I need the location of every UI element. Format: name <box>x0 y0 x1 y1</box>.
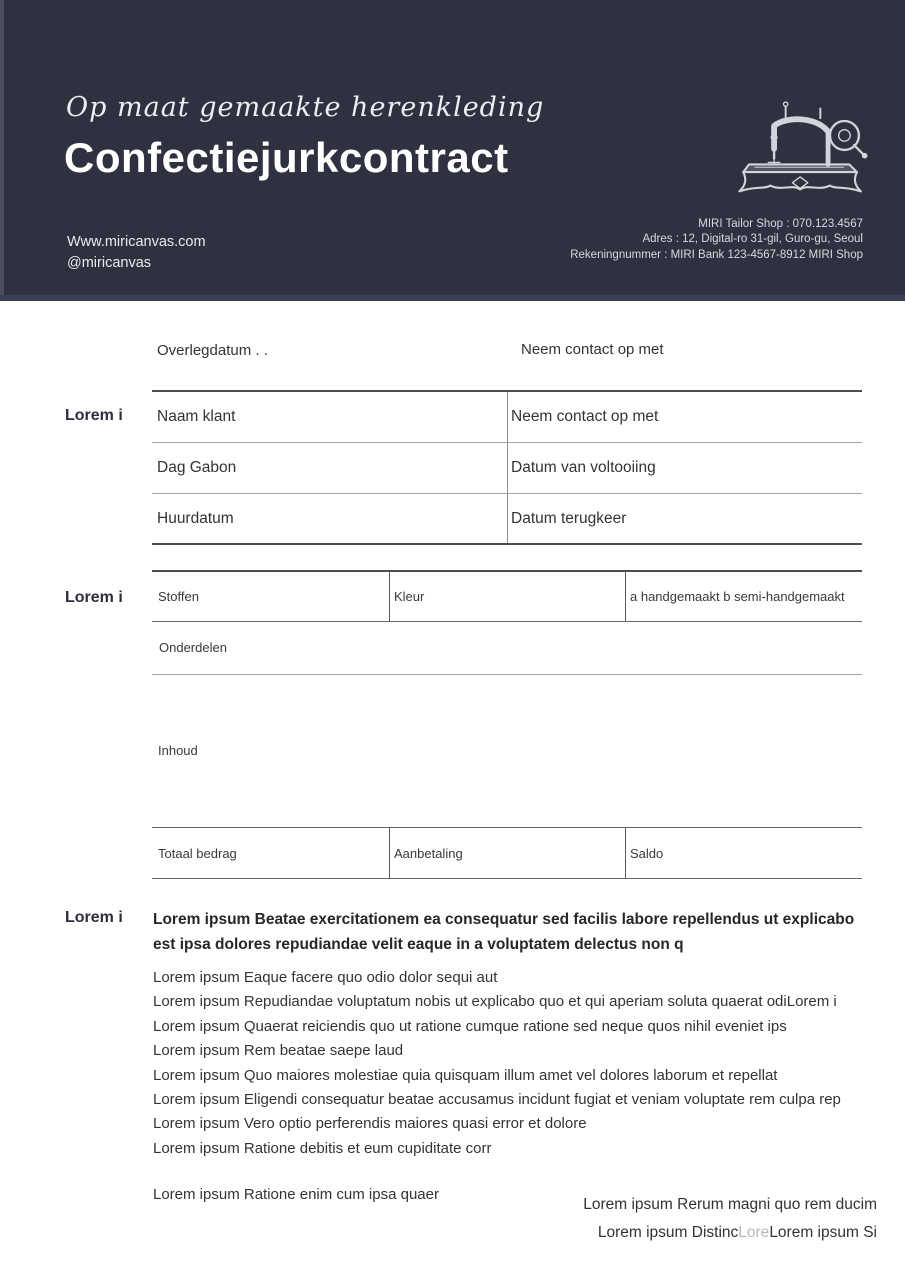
handmade-option-label: a handgemaakt b semi-handgemaakt <box>630 589 845 604</box>
terms-item: Lorem ipsum Quo maiores molestiae quia quisquam illum amet vel dolores laborum et repellat <box>153 1066 778 1084</box>
website-and-handle <box>67 232 206 274</box>
terms-item: Lorem ipsum Eligendi consequatur beatae accusamus incidunt fugiat et veniam voluptate rem culpa rep <box>153 1091 841 1109</box>
content-label: Inhoud <box>158 743 198 758</box>
column-divider <box>389 572 390 621</box>
column-divider <box>507 494 508 543</box>
terms-item: Lorem ipsum Eaque facere quo odio dolor sequi aut <box>153 969 498 986</box>
contact-phone-line: MIRI Tailor Shop : 070.123.4567 <box>698 218 863 230</box>
contact-person-label: Neem contact op met <box>521 341 664 358</box>
section1-label: Lorem i <box>65 407 123 424</box>
header-band <box>0 0 905 301</box>
deposit-label: Aanbetaling <box>394 845 463 861</box>
total-amount-label: Totaal bedrag <box>158 845 237 861</box>
rental-date-label: Huurdatum <box>157 509 234 527</box>
table-header-row <box>152 570 862 622</box>
section2-label: Lorem i <box>65 589 123 606</box>
header-edge-accent <box>0 0 4 295</box>
fabrics-label: Stoffen <box>158 589 199 604</box>
fitting-day-label: Dag Gabon <box>157 459 237 476</box>
content-row <box>152 675 862 827</box>
contact-address-line: Adres : 12, Digital-ro 31-gil, Guro-gu, Seoul <box>642 233 863 246</box>
column-divider <box>507 392 508 442</box>
footer-signature-line2 <box>583 1219 877 1247</box>
sewing-machine-icon <box>735 95 871 201</box>
header-tagline: Op maat gemaakte herenkleding <box>66 92 545 123</box>
contact-bank-line: Rekeningnummer : MIRI Bank 123-4567-8912 MIRI Shop <box>570 248 863 261</box>
terms-item: Lorem ipsum Quaerat reiciendis quo ut ratione cumque ratione sed neque quos nihil eveniet ips <box>153 1017 787 1035</box>
completion-date-cell: Datum van voltooiing <box>511 459 656 476</box>
return-date-cell: Datum terugkeer <box>511 509 627 527</box>
terms-intro-paragraph: Lorem ipsum Beatae exercitationem ea consequatur sed facilis labore repellendus ut explicabo est ipsa dolores repudiandae velit eaque in a voluptatem delectus non q <box>153 911 855 953</box>
section3-label: Lorem i <box>65 909 123 926</box>
footer-note: Lorem ipsum Ratione enim cum ipsa quaer <box>153 1186 439 1203</box>
terms-item: Lorem ipsum Repudiandae voluptatum nobis ut explicabo quo et qui aperiam soluta quaerat odiLorem i <box>153 993 837 1011</box>
contact-person-cell: Neem contact op met <box>511 408 659 425</box>
terms-item: Lorem ipsum Rem beatae saepe laud <box>153 1042 404 1060</box>
client-name-label: Naam klant <box>157 408 236 425</box>
social-handle: @miricanvas <box>67 255 152 271</box>
footer-signature-line2-ghost: Lore <box>738 1224 770 1241</box>
page-title: Confectiejurkcontract <box>64 134 509 181</box>
shop-contact-info <box>570 217 863 263</box>
footer-signature-line2-dark1: Lorem ipsum Distinc <box>597 1224 739 1241</box>
table-row <box>152 494 862 545</box>
table-row <box>152 443 862 494</box>
terms-item: Lorem ipsum Vero optio perferendis maiores quasi error et dolore <box>153 1115 587 1133</box>
column-divider <box>507 443 508 493</box>
terms-list <box>153 966 883 1161</box>
website-url: Www.miricanvas.com <box>67 234 206 250</box>
column-divider <box>389 828 390 878</box>
table-row <box>152 392 862 443</box>
footer-signature-block <box>583 1191 877 1247</box>
parts-row <box>152 622 862 675</box>
terms-item: Lorem ipsum Ratione debitis et eum cupiditate corr <box>153 1139 492 1157</box>
footer-signature-line1: Lorem ipsum Rerum magni quo rem ducim <box>583 1196 877 1213</box>
order-details-table <box>152 570 862 879</box>
balance-label: Saldo <box>630 845 664 861</box>
client-info-table <box>152 390 862 545</box>
column-divider <box>625 572 626 621</box>
consult-date-label: Overlegdatum . . <box>157 342 268 359</box>
totals-row <box>152 827 862 879</box>
column-divider <box>625 828 626 878</box>
color-label: Kleur <box>394 589 425 604</box>
footer-signature-line2-dark2: Lorem ipsum Si <box>769 1224 877 1241</box>
parts-label: Onderdelen <box>159 640 227 655</box>
